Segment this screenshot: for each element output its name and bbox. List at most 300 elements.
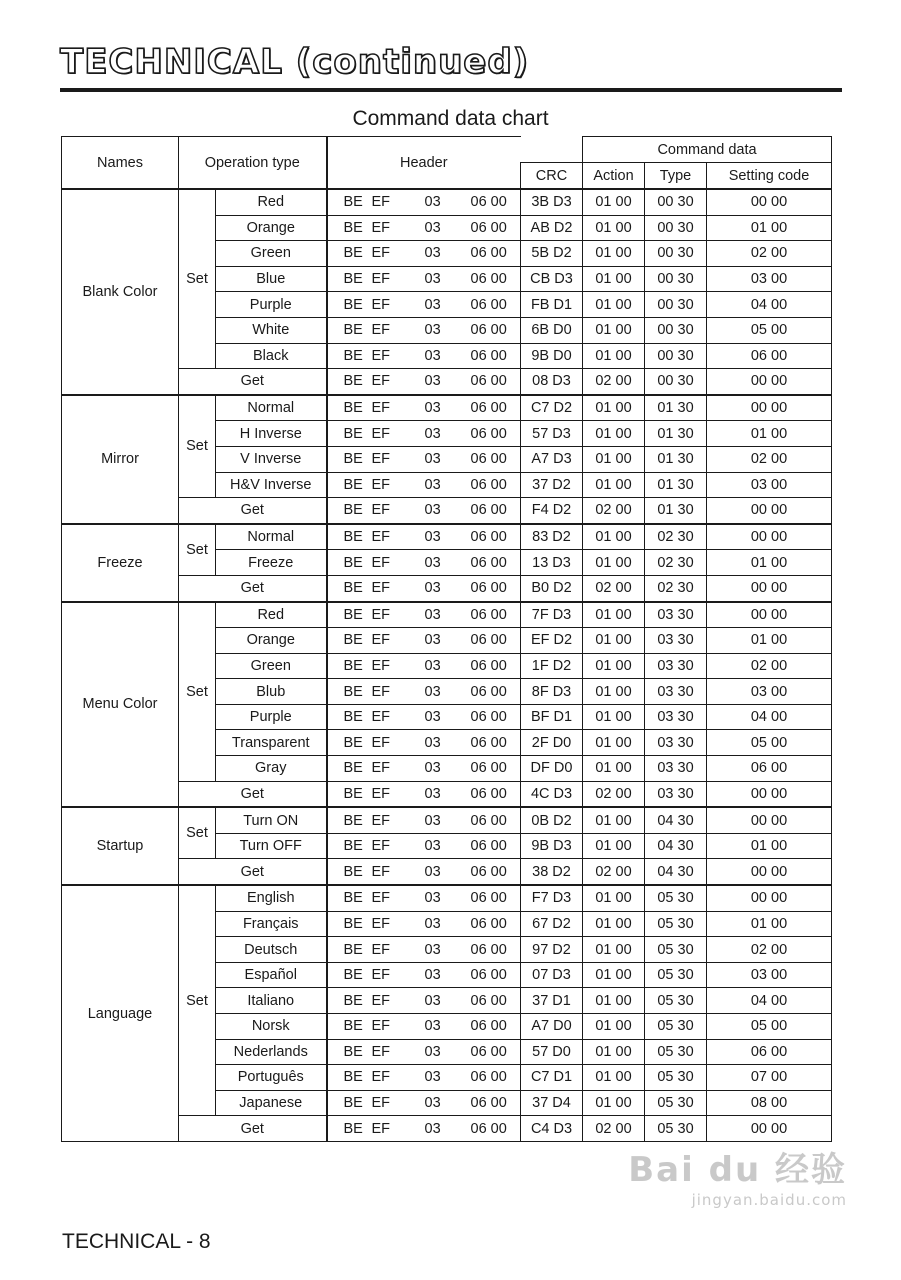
setting-code-cell: 00 00 — [707, 859, 832, 885]
header-byte: 06 00 — [470, 219, 507, 236]
header-byte: BE — [343, 890, 363, 907]
header-byte: 06 00 — [470, 502, 507, 519]
crc-cell: 4C D3 — [521, 781, 583, 807]
command-data-table — [61, 136, 832, 1142]
header-byte: 03 — [424, 812, 441, 829]
header-bytes — [328, 760, 521, 776]
header-bytes-cell — [327, 628, 521, 654]
header-byte: EF — [371, 890, 391, 907]
get-label: Get — [179, 369, 327, 395]
setting-label: Orange — [216, 628, 327, 654]
crc-cell: FB D1 — [521, 292, 583, 318]
header-bytes-cell — [327, 859, 521, 885]
setting-label: Transparent — [216, 730, 327, 756]
setting-label: Gray — [216, 756, 327, 782]
header-bytes-cell — [327, 575, 521, 601]
header-byte: 06 00 — [470, 1043, 507, 1060]
action-cell: 01 00 — [583, 885, 645, 911]
header-bytes-cell — [327, 1065, 521, 1091]
action-cell: 01 00 — [583, 524, 645, 550]
crc-cell: 5B D2 — [521, 241, 583, 267]
header-byte: 03 — [424, 863, 441, 880]
header-byte: BE — [343, 1069, 363, 1086]
header-byte: 03 — [424, 373, 441, 390]
header-bytes-cell — [327, 1116, 521, 1142]
header-bytes — [328, 555, 521, 571]
crc-cell: F4 D2 — [521, 498, 583, 524]
action-cell: 01 00 — [583, 602, 645, 628]
action-cell: 01 00 — [583, 807, 645, 833]
header-byte: 03 — [424, 425, 441, 442]
header-byte: EF — [371, 373, 391, 390]
header-byte: BE — [343, 760, 363, 777]
header-bytes — [328, 967, 521, 983]
type-cell: 01 30 — [645, 395, 707, 421]
type-cell: 05 30 — [645, 1065, 707, 1091]
header-byte: 06 00 — [470, 580, 507, 597]
header-byte: BE — [343, 1120, 363, 1137]
header-byte: 03 — [424, 219, 441, 236]
header-byte: EF — [371, 683, 391, 700]
crc-cell: 3B D3 — [521, 189, 583, 215]
header-byte: BE — [343, 992, 363, 1009]
header-names: Names — [62, 137, 179, 190]
type-cell: 05 30 — [645, 911, 707, 937]
header-row-1 — [62, 137, 832, 163]
action-cell: 01 00 — [583, 653, 645, 679]
header-byte: BE — [343, 219, 363, 236]
type-cell: 03 30 — [645, 781, 707, 807]
header-bytes-cell — [327, 756, 521, 782]
setting-label: V Inverse — [216, 446, 327, 472]
crc-cell: F7 D3 — [521, 885, 583, 911]
action-cell: 01 00 — [583, 730, 645, 756]
setting-code-cell: 03 00 — [707, 472, 832, 498]
header-byte: EF — [371, 322, 391, 339]
header-bytes-cell — [327, 911, 521, 937]
setting-label: Normal — [216, 395, 327, 421]
action-cell: 01 00 — [583, 395, 645, 421]
header-byte: 03 — [424, 476, 441, 493]
header-bytes-cell — [327, 343, 521, 369]
crc-cell: 38 D2 — [521, 859, 583, 885]
get-label: Get — [179, 1116, 327, 1142]
setting-code-cell: 01 00 — [707, 911, 832, 937]
header-byte: BE — [343, 425, 363, 442]
header-byte: 03 — [424, 1120, 441, 1137]
type-cell: 03 30 — [645, 704, 707, 730]
setting-label: Freeze — [216, 550, 327, 576]
header-byte: BE — [343, 1018, 363, 1035]
crc-cell: 83 D2 — [521, 524, 583, 550]
table-row — [62, 395, 832, 421]
action-cell: 02 00 — [583, 369, 645, 395]
setting-label: White — [216, 317, 327, 343]
group-name: Freeze — [62, 524, 179, 602]
header-byte: EF — [371, 941, 391, 958]
header-byte: BE — [343, 451, 363, 468]
header-byte: BE — [343, 734, 363, 751]
header-byte: 06 00 — [470, 296, 507, 313]
header-bytes — [328, 1018, 521, 1034]
setting-label: Português — [216, 1065, 327, 1091]
type-cell: 05 30 — [645, 885, 707, 911]
header-bytes — [328, 632, 521, 648]
type-cell: 05 30 — [645, 937, 707, 963]
setting-code-cell: 00 00 — [707, 395, 832, 421]
setting-code-cell: 02 00 — [707, 653, 832, 679]
setting-label: Turn OFF — [216, 833, 327, 859]
header-byte: 06 00 — [470, 1069, 507, 1086]
group-name: Startup — [62, 807, 179, 885]
header-bytes-cell — [327, 266, 521, 292]
type-cell: 05 30 — [645, 962, 707, 988]
header-byte: EF — [371, 863, 391, 880]
header-bytes — [328, 1044, 521, 1060]
header-bytes — [328, 684, 521, 700]
header-byte: BE — [343, 400, 363, 417]
action-cell: 01 00 — [583, 550, 645, 576]
setting-code-cell: 00 00 — [707, 602, 832, 628]
group-name: Menu Color — [62, 602, 179, 808]
header-byte: 03 — [424, 271, 441, 288]
crc-cell: 0B D2 — [521, 807, 583, 833]
setting-label: Normal — [216, 524, 327, 550]
header-byte: BE — [343, 863, 363, 880]
setting-code-cell: 01 00 — [707, 215, 832, 241]
type-cell: 05 30 — [645, 988, 707, 1014]
header-byte: BE — [343, 245, 363, 262]
action-cell: 01 00 — [583, 241, 645, 267]
action-cell: 02 00 — [583, 498, 645, 524]
crc-cell: C7 D2 — [521, 395, 583, 421]
header-bytes — [328, 245, 521, 261]
header-byte: EF — [371, 451, 391, 468]
header-byte: 06 00 — [470, 245, 507, 262]
header-byte: EF — [371, 502, 391, 519]
setting-label: H Inverse — [216, 421, 327, 447]
header-bytes-cell — [327, 704, 521, 730]
setting-label: Orange — [216, 215, 327, 241]
header-bytes-cell — [327, 937, 521, 963]
header-crc: CRC — [521, 163, 583, 190]
header-byte: EF — [371, 838, 391, 855]
action-cell: 01 00 — [583, 421, 645, 447]
header-byte: 03 — [424, 683, 441, 700]
setting-code-cell: 03 00 — [707, 266, 832, 292]
header-byte: 06 00 — [470, 1018, 507, 1035]
type-cell: 04 30 — [645, 807, 707, 833]
type-cell: 01 30 — [645, 446, 707, 472]
crc-cell: 1F D2 — [521, 653, 583, 679]
header-bytes-cell — [327, 317, 521, 343]
header-byte: EF — [371, 529, 391, 546]
setting-code-cell: 00 00 — [707, 369, 832, 395]
header-byte: BE — [343, 812, 363, 829]
header-byte: EF — [371, 657, 391, 674]
crc-cell: 97 D2 — [521, 937, 583, 963]
header-bytes-cell — [327, 807, 521, 833]
header-byte: EF — [371, 734, 391, 751]
header-byte: BE — [343, 347, 363, 364]
crc-cell: AB D2 — [521, 215, 583, 241]
header-byte: 06 00 — [470, 529, 507, 546]
type-cell: 00 30 — [645, 241, 707, 267]
header-byte: 03 — [424, 580, 441, 597]
header-byte: 06 00 — [470, 373, 507, 390]
type-cell: 00 30 — [645, 369, 707, 395]
header-byte: BE — [343, 967, 363, 984]
setting-label: Italiano — [216, 988, 327, 1014]
setting-code-cell: 00 00 — [707, 885, 832, 911]
header-bytes-cell — [327, 472, 521, 498]
crc-cell: 57 D3 — [521, 421, 583, 447]
group-name: Language — [62, 885, 179, 1141]
action-cell: 01 00 — [583, 215, 645, 241]
setting-label: Purple — [216, 704, 327, 730]
header-bytes — [328, 1095, 521, 1111]
action-cell: 01 00 — [583, 628, 645, 654]
header-byte: EF — [371, 271, 391, 288]
header-byte: BE — [343, 296, 363, 313]
header-byte: 03 — [424, 502, 441, 519]
crc-cell: 13 D3 — [521, 550, 583, 576]
table-row — [62, 807, 832, 833]
action-cell: 01 00 — [583, 1039, 645, 1065]
header-bytes — [328, 916, 521, 932]
header-byte: 03 — [424, 915, 441, 932]
header-bytes — [328, 1069, 521, 1085]
action-cell: 01 00 — [583, 911, 645, 937]
header-bytes — [328, 477, 521, 493]
header-bytes — [328, 607, 521, 623]
setting-code-cell: 00 00 — [707, 498, 832, 524]
header-operation-type: Operation type — [179, 137, 327, 190]
header-bytes-cell — [327, 421, 521, 447]
action-cell: 01 00 — [583, 756, 645, 782]
setting-label: Japanese — [216, 1090, 327, 1116]
header-byte: 06 00 — [470, 554, 507, 571]
setting-code-cell: 04 00 — [707, 292, 832, 318]
header-byte: 06 00 — [470, 476, 507, 493]
header-byte: 03 — [424, 1069, 441, 1086]
header-byte: 03 — [424, 838, 441, 855]
header-bytes — [328, 529, 521, 545]
header-byte: 03 — [424, 347, 441, 364]
crc-cell: 8F D3 — [521, 679, 583, 705]
watermark — [628, 1142, 847, 1209]
header-bytes — [328, 322, 521, 338]
set-label: Set — [179, 885, 216, 1116]
header-byte: EF — [371, 967, 391, 984]
header-byte: 03 — [424, 296, 441, 313]
crc-cell: 57 D0 — [521, 1039, 583, 1065]
header-byte: BE — [343, 606, 363, 623]
table-row — [62, 885, 832, 911]
set-label: Set — [179, 395, 216, 498]
set-label: Set — [179, 602, 216, 782]
header-bytes — [328, 786, 521, 802]
action-cell: 02 00 — [583, 1116, 645, 1142]
crc-cell: BF D1 — [521, 704, 583, 730]
page-footer: TECHNICAL - 8 — [62, 1230, 211, 1253]
header-byte: 03 — [424, 451, 441, 468]
header-byte: 03 — [424, 709, 441, 726]
action-cell: 01 00 — [583, 317, 645, 343]
header-bytes-cell — [327, 781, 521, 807]
header-spacer — [521, 137, 583, 163]
header-byte: EF — [371, 400, 391, 417]
header-byte: 06 00 — [470, 347, 507, 364]
type-cell: 05 30 — [645, 1090, 707, 1116]
header-byte: EF — [371, 296, 391, 313]
header-byte: 06 00 — [470, 632, 507, 649]
header-byte: BE — [343, 709, 363, 726]
header-bytes — [328, 426, 521, 442]
setting-label: Green — [216, 241, 327, 267]
header-byte: EF — [371, 760, 391, 777]
setting-code-cell: 05 00 — [707, 730, 832, 756]
header-byte: 03 — [424, 1018, 441, 1035]
get-label: Get — [179, 575, 327, 601]
header-byte: 03 — [424, 785, 441, 802]
setting-code-cell: 07 00 — [707, 1065, 832, 1091]
header-byte: 06 00 — [470, 1120, 507, 1137]
setting-code-cell: 08 00 — [707, 1090, 832, 1116]
header-byte: 06 00 — [470, 941, 507, 958]
header-byte: BE — [343, 915, 363, 932]
header-byte: EF — [371, 347, 391, 364]
setting-code-cell: 02 00 — [707, 937, 832, 963]
watermark-url: jingyan.baidu.com — [691, 1191, 847, 1209]
header-bytes — [328, 735, 521, 751]
get-label: Get — [179, 859, 327, 885]
command-data-body — [62, 189, 832, 1141]
header-bytes-cell — [327, 446, 521, 472]
action-cell: 01 00 — [583, 937, 645, 963]
header-bytes-cell — [327, 524, 521, 550]
header-byte: BE — [343, 554, 363, 571]
crc-cell: 9B D0 — [521, 343, 583, 369]
header-byte: BE — [343, 657, 363, 674]
group-name: Mirror — [62, 395, 179, 524]
header-bytes-cell — [327, 498, 521, 524]
header-bytes — [328, 709, 521, 725]
header-byte: BE — [343, 373, 363, 390]
type-cell: 03 30 — [645, 756, 707, 782]
header-byte: EF — [371, 580, 391, 597]
header-byte: BE — [343, 941, 363, 958]
table-row — [62, 189, 832, 215]
type-cell: 00 30 — [645, 266, 707, 292]
header-byte: EF — [371, 1120, 391, 1137]
header-byte: 03 — [424, 890, 441, 907]
setting-label: Español — [216, 962, 327, 988]
header-byte: EF — [371, 245, 391, 262]
header-byte: BE — [343, 322, 363, 339]
type-cell: 02 30 — [645, 524, 707, 550]
crc-cell: A7 D3 — [521, 446, 583, 472]
setting-label: Red — [216, 189, 327, 215]
header-bytes — [328, 838, 521, 854]
crc-cell: 6B D0 — [521, 317, 583, 343]
setting-code-cell: 06 00 — [707, 1039, 832, 1065]
setting-code-cell: 06 00 — [707, 343, 832, 369]
header-byte: 03 — [424, 529, 441, 546]
type-cell: 01 30 — [645, 421, 707, 447]
header-bytes-cell — [327, 679, 521, 705]
setting-code-cell: 00 00 — [707, 781, 832, 807]
setting-code-cell: 00 00 — [707, 524, 832, 550]
header-bytes — [328, 400, 521, 416]
setting-code-cell: 03 00 — [707, 679, 832, 705]
header-bytes — [328, 297, 521, 313]
header-bytes — [328, 993, 521, 1009]
header-bytes — [328, 451, 521, 467]
header-bytes — [328, 220, 521, 236]
setting-code-cell: 04 00 — [707, 704, 832, 730]
header-bytes-cell — [327, 550, 521, 576]
header-byte: BE — [343, 271, 363, 288]
chart-title: Command data chart — [352, 107, 549, 130]
action-cell: 01 00 — [583, 189, 645, 215]
set-label: Set — [179, 189, 216, 369]
header-byte: 06 00 — [470, 606, 507, 623]
set-label: Set — [179, 524, 216, 576]
header-bytes-cell — [327, 292, 521, 318]
header-command-data: Command data — [583, 137, 832, 163]
header-byte: 03 — [424, 734, 441, 751]
header-bytes — [328, 271, 521, 287]
setting-label: Deutsch — [216, 937, 327, 963]
header-byte: EF — [371, 1018, 391, 1035]
action-cell: 01 00 — [583, 266, 645, 292]
header-byte: BE — [343, 194, 363, 211]
crc-cell: C7 D1 — [521, 1065, 583, 1091]
header-byte: EF — [371, 476, 391, 493]
type-cell: 05 30 — [645, 1039, 707, 1065]
type-cell: 02 30 — [645, 550, 707, 576]
action-cell: 01 00 — [583, 833, 645, 859]
header-bytes — [328, 194, 521, 210]
setting-code-cell: 06 00 — [707, 756, 832, 782]
header-byte: 03 — [424, 1095, 441, 1112]
type-cell: 00 30 — [645, 343, 707, 369]
type-cell: 05 30 — [645, 1116, 707, 1142]
header-bytes-cell — [327, 885, 521, 911]
header-byte: 06 00 — [470, 967, 507, 984]
crc-cell: 08 D3 — [521, 369, 583, 395]
crc-cell: C4 D3 — [521, 1116, 583, 1142]
header-byte: 06 00 — [470, 709, 507, 726]
action-cell: 01 00 — [583, 704, 645, 730]
header-byte: 06 00 — [470, 657, 507, 674]
type-cell: 00 30 — [645, 317, 707, 343]
get-label: Get — [179, 498, 327, 524]
header-byte: EF — [371, 606, 391, 623]
header-byte: BE — [343, 529, 363, 546]
watermark-brand: Bai du 经验 — [628, 1150, 847, 1190]
header-byte: 06 00 — [470, 812, 507, 829]
action-cell: 01 00 — [583, 343, 645, 369]
header-bytes-cell — [327, 1090, 521, 1116]
action-cell: 01 00 — [583, 1014, 645, 1040]
header-bytes — [328, 1121, 521, 1137]
crc-cell: DF D0 — [521, 756, 583, 782]
header-type: Type — [645, 163, 707, 190]
setting-label: Turn ON — [216, 807, 327, 833]
header-byte: 06 00 — [470, 915, 507, 932]
